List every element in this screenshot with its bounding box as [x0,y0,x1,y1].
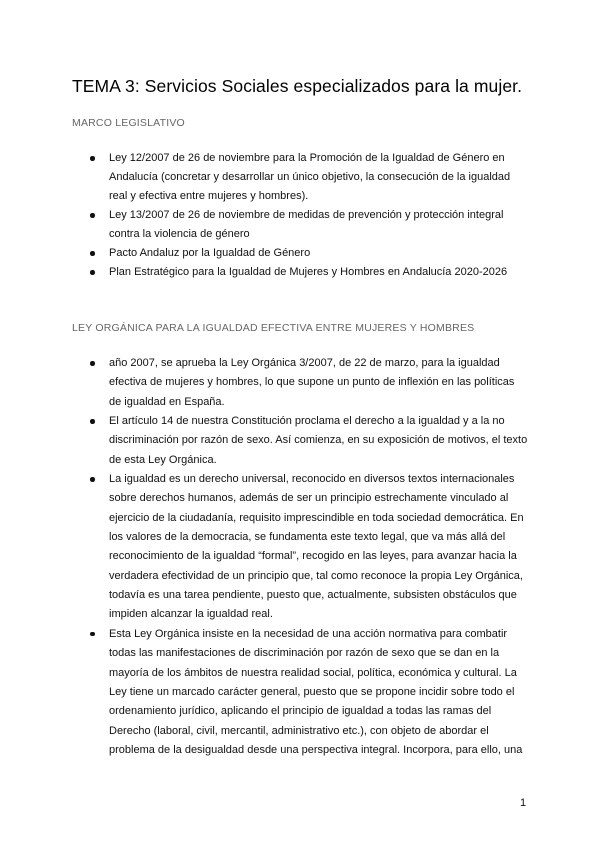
list-item [72,354,528,412]
list-item-text: Esta Ley Orgánica insiste en la necesidad de una acción normativa para combatir todas las manifestaciones de discriminación por razón de sexo que se dan en la mayoría de los ámbitos de nuestra realidad social, política, económica y cultural. La Ley tiene un marcado carácter general, puesto que se propone incidir sobre todo el ordenamiento jurídico, aplicando el principio de igualdad a todas las ramas del Derecho (laboral, civil, mercantil, administrativo etc.), con objeto de abordar el problema de la desigualdad desde una perspectiva integral. Incorpora, para ello, una [109,627,523,756]
bullet-icon [90,213,95,218]
bullet-icon [90,251,95,256]
list-item [72,149,528,206]
page-title: TEMA 3: Servicios Sociales especializados para la mujer. [72,76,523,96]
bullet-icon [90,361,95,366]
section-heading-marco-legislativo: MARCO LEGISLATIVO [72,117,185,129]
bullet-icon [90,632,95,637]
list-item-text: año 2007, se aprueba la Ley Orgánica 3/2007, de 22 de marzo, para la igualdad efectiva de mujeres y hombres, lo que supone un punto de inflexión en las políticas de igualdad en España. [109,357,515,408]
list-item [72,206,528,244]
section-heading-ley-organica: LEY ORGÁNICA PARA LA IGUALDAD EFECTIVA ENTRE MUJERES Y HOMBRES [72,322,475,334]
list-item [72,470,528,625]
page-number: 1 [520,797,527,809]
list-item-text: Ley 13/2007 de 26 de noviembre de medidas de prevención y protección integral contra la violencia de género [109,209,504,240]
bullet-icon [90,270,95,275]
list-item [72,244,528,263]
list-item-text: Plan Estratégico para la Igualdad de Mujeres y Hombres en Andalucía 2020-2026 [109,266,508,278]
list-item [72,625,528,760]
list-item-text: La igualdad es un derecho universal, reconocido en diversos textos internacionales sobre derechos humanos, además de ser un principio estrechamente vinculado al ejercicio de la ciudadanía, requisito imprescindible en toda sociedad democrática. En los valores de la democracia, se fundamenta este texto legal, que va más allá del reconocimiento de la igualdad “formal”, recogido en las leyes, para avanzar hacia la verdadera efectividad de un principio que, tal como reconoce la propia Ley Orgánica, todavía es una tarea pendiente, puesto que, actualmente, subsisten obstáculos que impiden alcanzar la igualdad real. [109,473,524,621]
bullet-icon [90,156,95,161]
list-item-text: El artículo 14 de nuestra Constitución proclama el derecho a la igualdad y a la no discriminación por razón de sexo. Así comienza, en su exposición de motivos, el texto de esta Ley Orgánica. [109,415,528,466]
ley-organica-list [72,354,528,760]
marco-legislativo-list [72,149,528,282]
list-item [72,263,528,282]
list-item [72,412,528,470]
bullet-icon [90,477,95,482]
list-item-text: Pacto Andaluz por la Igualdad de Género [109,247,311,259]
bullet-icon [90,419,95,424]
list-item-text: Ley 12/2007 de 26 de noviembre para la Promoción de la Igualdad de Género en Andalucía (concretar y desarrollar un único objetivo, la consecución de la igualdad real y efectiva entre mujeres y hombres). [109,152,511,202]
